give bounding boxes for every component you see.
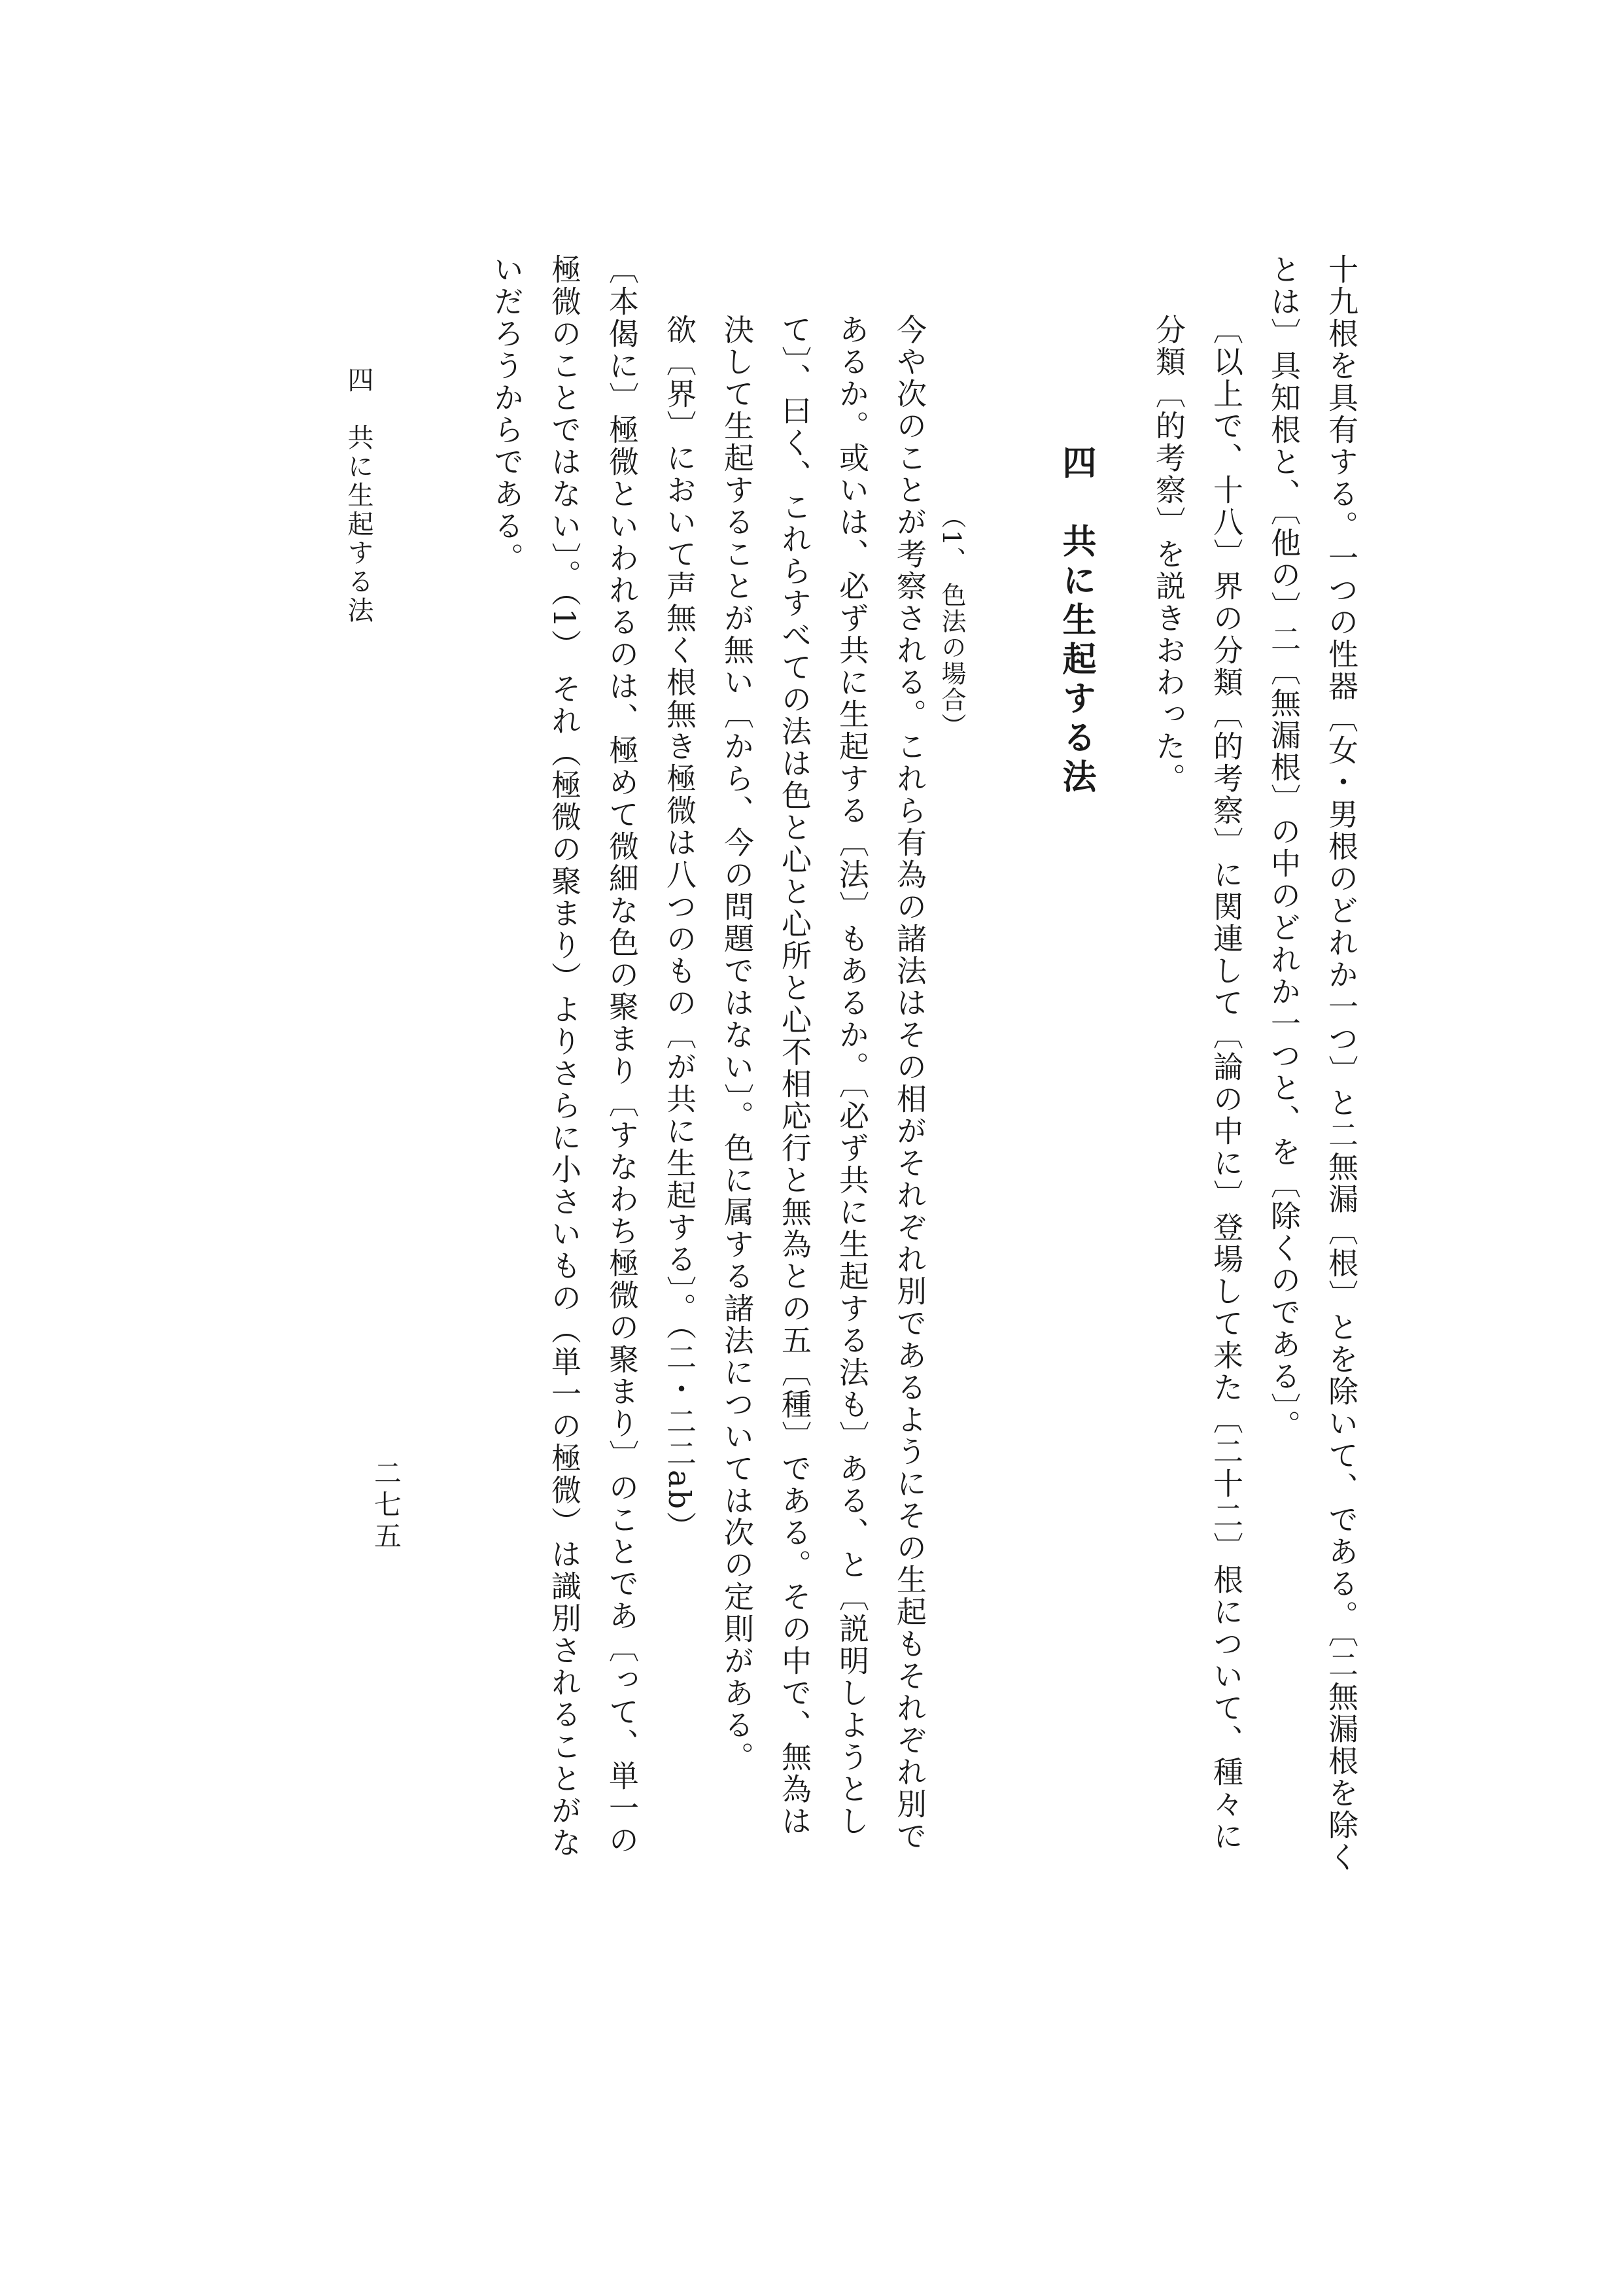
paragraph: 十九根を具有する。一つの性器〔女・男根のどれか一つ〕と二無漏〔根〕とを除いて、である。〔二無漏根を除くとは〕具知根と、〔他の〕二〔無漏根〕の中のどれか一つと、を〔除くのである〕。 bbox=[1266, 254, 1359, 1873]
paragraph: 〔本偈に〕極微といわれるのは、極めて微細な色の聚まり〔すなわち極微の聚まり〕のことであ〔って、単一の極微のことではない〕。（1） それ（極微の聚まり）よりさらに小さいもの（単一の極微）は識別されることがないだろうからである。 bbox=[489, 254, 640, 1859]
paragraph: 今や次のことが考察される。これら有為の諸法はその相がそれぞれ別であるようにその生起もそれぞれ別であるか。或いは、必ず共に生起する〔法〕もあるか。〔必ず共に生起する法も〕ある、と〔説明しようとして〕、曰く、これらすべての法は色と心と心所と心不相応行と無為との五〔種〕である。その中で、無為は決して生起することが無い〔から、今の問題ではない〕。色に属する諸法については次の定則がある。 bbox=[719, 314, 927, 1852]
section-subheading: （1、 色法の場合） bbox=[937, 504, 966, 740]
verse: 欲〔界〕において声無く根無き極微は八つのもの〔が共に生起する〕。（二・二二ab） bbox=[662, 314, 697, 1543]
paragraphs-after bbox=[478, 254, 939, 1863]
running-head: 四 共に生起する法 bbox=[343, 366, 373, 625]
section-heading: 四 共に生起する法 bbox=[1056, 445, 1096, 798]
page-number: 二七五 bbox=[370, 1459, 402, 1553]
paragraphs-before bbox=[1140, 254, 1370, 1883]
paragraph: 〔以上で、十八〕界の分類〔的考察〕に関連して〔論の中に〕登場して来た〔二十二〕根について、種々に分類〔的考察〕を説きおわった。 bbox=[1151, 314, 1244, 1852]
